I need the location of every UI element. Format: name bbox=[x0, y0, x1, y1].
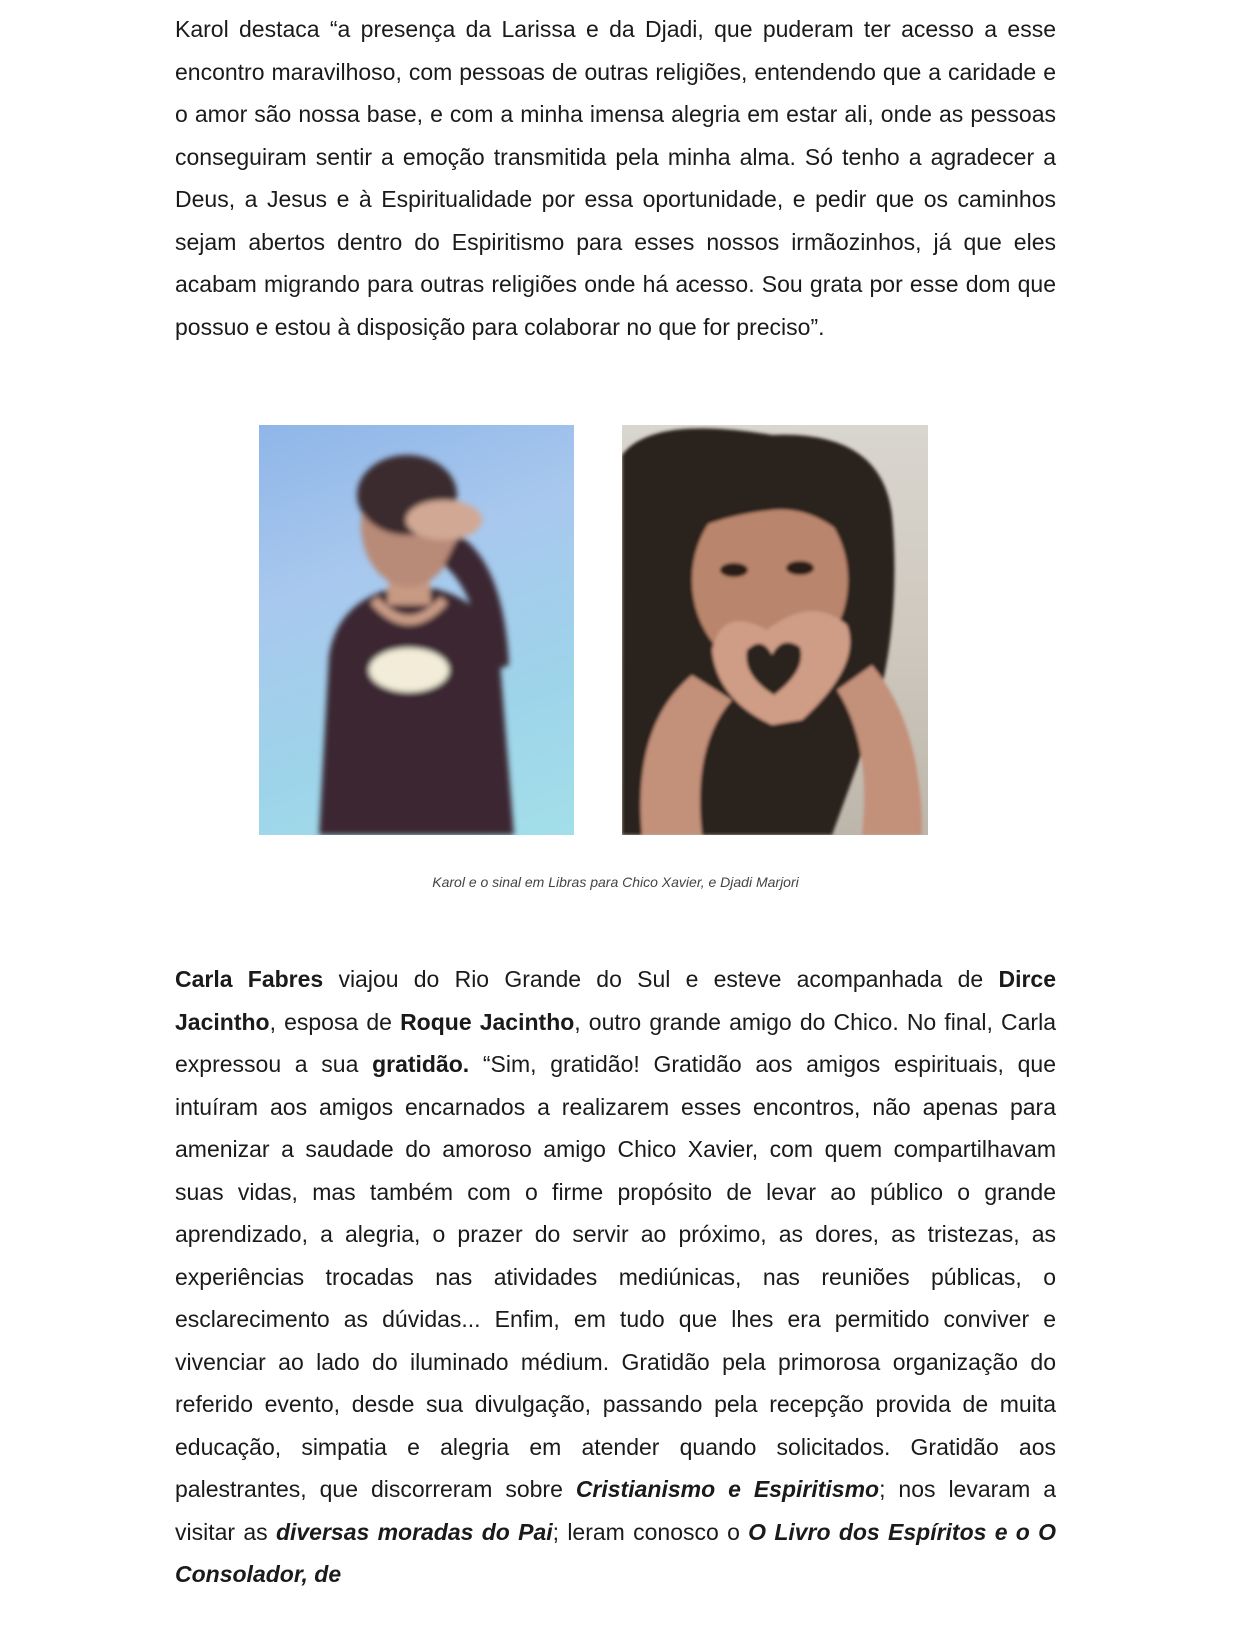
text-segment: , outro grande amigo do Chico. No final, Carla expressou a sua bbox=[175, 1008, 1056, 1077]
text-segment: ; leram conosco o bbox=[552, 1518, 749, 1545]
photo-karol-signing bbox=[259, 425, 574, 835]
paragraph-karol-quote: Karol destaca “a presença da Larissa e da Djadi, que puderam ter acesso a esse encontro maravilhoso, com pessoas de outras religiões, entendendo que a caridade e o amor são nossa base, e com a minha imensa alegria em estar ali, onde as pessoas conseguiram sentir a emoção transmitida pela minha alma. Só tenho a agradecer a Deus, a Jesus e à Espiritualidade por essa oportunidade, e pedir que os caminhos sejam abertos dentro do Espiritismo para esses nossos irmãozinhos, já que eles acabam migrando para outras religiões onde há acesso. Sou grata por esse dom que possuo e estou à disposição para colaborar no que for preciso”. bbox=[175, 16, 1056, 340]
book-titles: O Livro dos Espíritos e o O Consolador, de bbox=[175, 1518, 1057, 1587]
photo-djadi-illustration bbox=[622, 425, 928, 835]
name-dirce-jacintho: Dirce Jacintho bbox=[175, 966, 1056, 1035]
topic-cristianismo-espiritismo: Cristianismo e Espiritismo bbox=[575, 1476, 880, 1502]
word-gratidao: gratidão. bbox=[372, 1051, 470, 1077]
text-segment: “Sim, gratidão! Gratidão aos amigos espirituais, que intuíram aos amigos encarnados a realizarem esses encontros, não apenas para amenizar a saudade do amoroso amigo Chico Xavier, com quem compartilhavam suas vidas, mas também com o firme propósito de levar ao público o grande aprendizado, a alegria, o prazer do servir ao próximo, as dores, as tristezas, as experiências trocadas nas atividades mediúnicas, nas reuniões públicas, o esclarecimento as dúvidas... Enfim, em tudo que lhes era permitido conviver e vivenciar ao lado do iluminado médium. Gratidão pela primorosa organização do referido evento, desde sua divulgação, passando pela recepção provida de muita educação, simpatia e alegria em atender quando solicitados. Gratidão aos palestrantes, que discorreram sobre bbox=[175, 1051, 1056, 1502]
text-segment: viajou do Rio Grande do Sul e esteve acompanhada de bbox=[323, 966, 999, 992]
photo-caption: Karol e o sinal em Libras para Chico Xavier, e Djadi Marjori bbox=[432, 874, 799, 890]
photo-djadi-heart-hands bbox=[622, 425, 928, 835]
name-roque-jacintho: Roque Jacintho bbox=[400, 1008, 575, 1035]
topic-diversas-moradas: diversas moradas do Pai bbox=[275, 1518, 553, 1545]
paragraph-carla-fabres bbox=[175, 958, 1056, 1596]
text-segment: , esposa de bbox=[269, 1008, 401, 1035]
photo-karol-signing-illustration bbox=[259, 425, 574, 835]
name-carla-fabres: Carla Fabres bbox=[175, 966, 324, 992]
text-segment: ; nos levaram a visitar as bbox=[175, 1476, 1056, 1545]
